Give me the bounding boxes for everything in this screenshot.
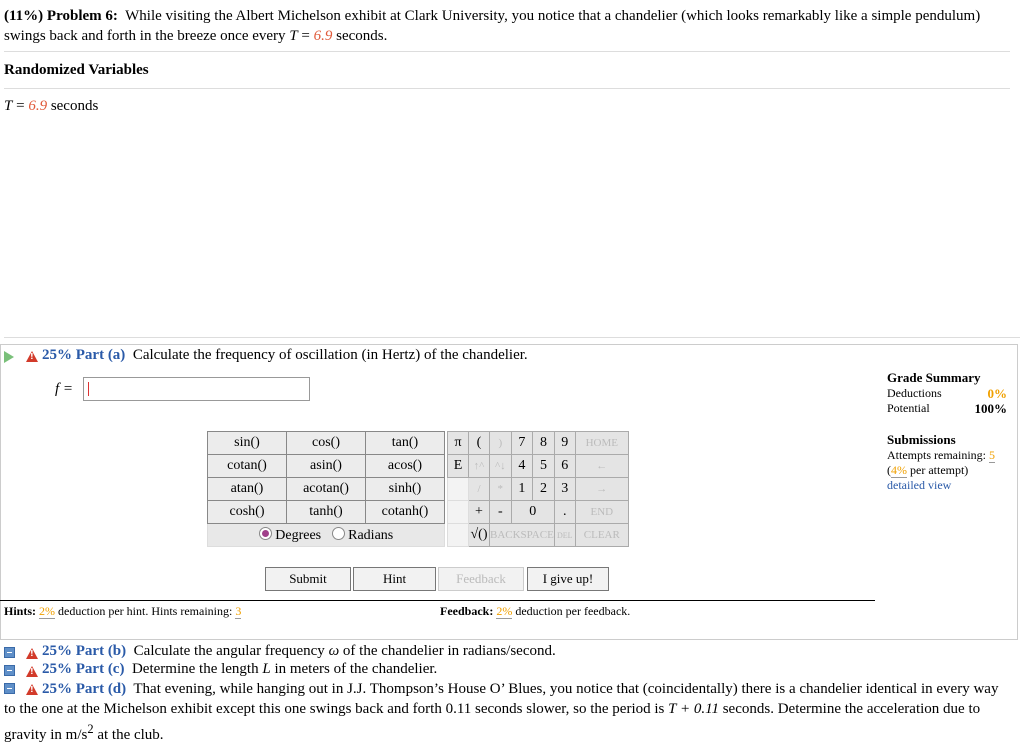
number-keypad bbox=[447, 431, 629, 547]
expand-part-b-icon[interactable] bbox=[4, 647, 15, 658]
key-6[interactable]: 6 bbox=[554, 455, 575, 478]
part-a-percent: 25% Part (a) bbox=[42, 347, 126, 363]
open-paren-button[interactable]: ( bbox=[469, 432, 490, 455]
home-button[interactable]: HOME bbox=[575, 432, 628, 455]
grade-summary: Grade Summary Deductions 0% Potential 100% Submissions Attempts remaining: 5 (4% per attempt) detailed view bbox=[887, 370, 1007, 492]
feedback-info: Feedback: 2% deduction per feedback. bbox=[440, 604, 631, 618]
acotan-button[interactable]: acotan() bbox=[287, 478, 366, 501]
cotanh-button[interactable]: cotanh() bbox=[366, 501, 445, 524]
angle-mode bbox=[208, 524, 445, 547]
tan-button[interactable]: tan() bbox=[366, 432, 445, 455]
cos-button[interactable]: cos() bbox=[287, 432, 366, 455]
deductions-value: 0% bbox=[987, 386, 1007, 401]
left-arrow-button[interactable]: ← bbox=[575, 455, 628, 478]
randomized-variable-row: T = 6.9 seconds bbox=[4, 98, 99, 114]
key-1[interactable]: 1 bbox=[511, 478, 533, 501]
plus-button[interactable]: + bbox=[469, 501, 490, 524]
part-a-heading bbox=[42, 347, 528, 364]
divide-button[interactable]: / bbox=[469, 478, 490, 501]
sqrt-button[interactable]: √() bbox=[469, 524, 490, 547]
key-4[interactable]: 4 bbox=[511, 455, 533, 478]
potential-value: 100% bbox=[974, 401, 1007, 416]
part-c-heading: 25% Part (c) Determine the length L in meters of the chandelier. bbox=[42, 661, 438, 677]
blank-key bbox=[448, 478, 469, 501]
randomized-variables-title: Randomized Variables bbox=[4, 62, 149, 78]
sin-button[interactable]: sin() bbox=[208, 432, 287, 455]
right-arrow-button[interactable]: → bbox=[575, 478, 628, 501]
problem-text: While visiting the Albert Michelson exhibit at Clark University, you notice that a chandelier (which looks remarkably like a simple pendulum) swings back and forth in the breeze once every bbox=[4, 8, 981, 44]
degrees-label: Degrees bbox=[275, 527, 322, 543]
tanh-button[interactable]: tanh() bbox=[287, 501, 366, 524]
warning-icon bbox=[26, 666, 38, 677]
warning-icon bbox=[26, 351, 38, 362]
problem-weight: (11%) bbox=[4, 8, 44, 24]
warning-icon bbox=[26, 648, 38, 659]
key-5[interactable]: 5 bbox=[533, 455, 555, 478]
acos-button[interactable]: acos() bbox=[366, 455, 445, 478]
key-2[interactable]: 2 bbox=[533, 478, 555, 501]
atan-button[interactable]: atan() bbox=[208, 478, 287, 501]
answer-label: f = bbox=[55, 381, 74, 397]
cotan-button[interactable]: cotan() bbox=[208, 455, 287, 478]
feedback-button[interactable]: Feedback bbox=[438, 567, 524, 591]
part-a-text: Calculate the frequency of oscillation (in Hertz) of the chandelier. bbox=[132, 347, 528, 363]
hint-deduction: 2% bbox=[39, 604, 56, 618]
radians-label: Radians bbox=[348, 527, 394, 543]
hints-remaining: 3 bbox=[235, 604, 242, 618]
part-d-heading: 25% Part (d) That evening, while hanging out in J.J. Thompson’s House O’ Blues, you notice that (coincidentally) there is a chandelier identical in every way to the one at the Michelson exhibit except this one swings back and forth 0.11 seconds slower, so the period is T + 0.11 seconds. Determine the acceleration due to gravity in $m/s^2$ at the club. bbox=[4, 681, 999, 743]
key-0[interactable]: 0 bbox=[511, 501, 554, 524]
asin-button[interactable]: asin() bbox=[287, 455, 366, 478]
randomized-value: 6.9 bbox=[28, 98, 48, 114]
grade-summary-title: Grade Summary bbox=[887, 370, 981, 385]
hint-button[interactable]: Hint bbox=[353, 567, 436, 591]
minus-button[interactable]: - bbox=[490, 501, 512, 524]
attempts-remaining: 5 bbox=[988, 448, 995, 462]
give-up-button[interactable]: I give up! bbox=[527, 567, 609, 591]
function-keypad bbox=[207, 431, 445, 547]
close-paren-button[interactable]: ) bbox=[490, 432, 512, 455]
backspace-button[interactable]: BACKSPACE bbox=[490, 524, 555, 547]
radians-radio[interactable] bbox=[332, 527, 345, 540]
expand-part-c-icon[interactable] bbox=[4, 665, 15, 676]
key-8[interactable]: 8 bbox=[533, 432, 555, 455]
e-button[interactable]: E bbox=[448, 455, 469, 478]
divider bbox=[0, 600, 875, 601]
del-button[interactable]: DEL bbox=[554, 524, 575, 547]
collapse-part-a-icon[interactable] bbox=[4, 351, 14, 363]
problem-var: T bbox=[289, 28, 298, 44]
problem-statement: (11%) Problem 6: While visiting the Albert Michelson exhibit at Clark University, you notice that a chandelier (which looks remarkably like a simple pendulum) swings back and forth in the breeze once every T = 6.9 seconds. bbox=[4, 8, 981, 44]
feedback-deduction: 2% bbox=[496, 604, 513, 618]
problem-label: Problem 6: bbox=[46, 8, 118, 24]
degrees-radio[interactable] bbox=[259, 527, 272, 540]
down-caret-button[interactable]: ^↓ bbox=[490, 455, 512, 478]
submit-button[interactable]: Submit bbox=[265, 567, 351, 591]
key-9[interactable]: 9 bbox=[554, 432, 575, 455]
clear-button[interactable]: CLEAR bbox=[575, 524, 628, 547]
detailed-view-link[interactable]: detailed view bbox=[887, 478, 952, 492]
problem-value: 6.9 bbox=[313, 28, 333, 44]
submissions-title: Submissions bbox=[887, 432, 956, 447]
key-3[interactable]: 3 bbox=[554, 478, 575, 501]
answer-input[interactable] bbox=[83, 377, 310, 401]
part-b-heading: 25% Part (b) Calculate the angular frequency ω of the chandelier in radians/second. bbox=[42, 643, 556, 659]
up-caret-button[interactable]: ↑^ bbox=[469, 455, 490, 478]
blank-key bbox=[448, 501, 469, 524]
end-button[interactable]: END bbox=[575, 501, 628, 524]
pi-button[interactable]: π bbox=[448, 432, 469, 455]
blank-key bbox=[448, 524, 469, 547]
dot-button[interactable]: . bbox=[554, 501, 575, 524]
sinh-button[interactable]: sinh() bbox=[366, 478, 445, 501]
key-7[interactable]: 7 bbox=[511, 432, 533, 455]
hints-info: Hints: 2% deduction per hint. Hints remaining: 3 bbox=[4, 604, 242, 618]
cosh-button[interactable]: cosh() bbox=[208, 501, 287, 524]
multiply-button[interactable]: * bbox=[490, 478, 512, 501]
